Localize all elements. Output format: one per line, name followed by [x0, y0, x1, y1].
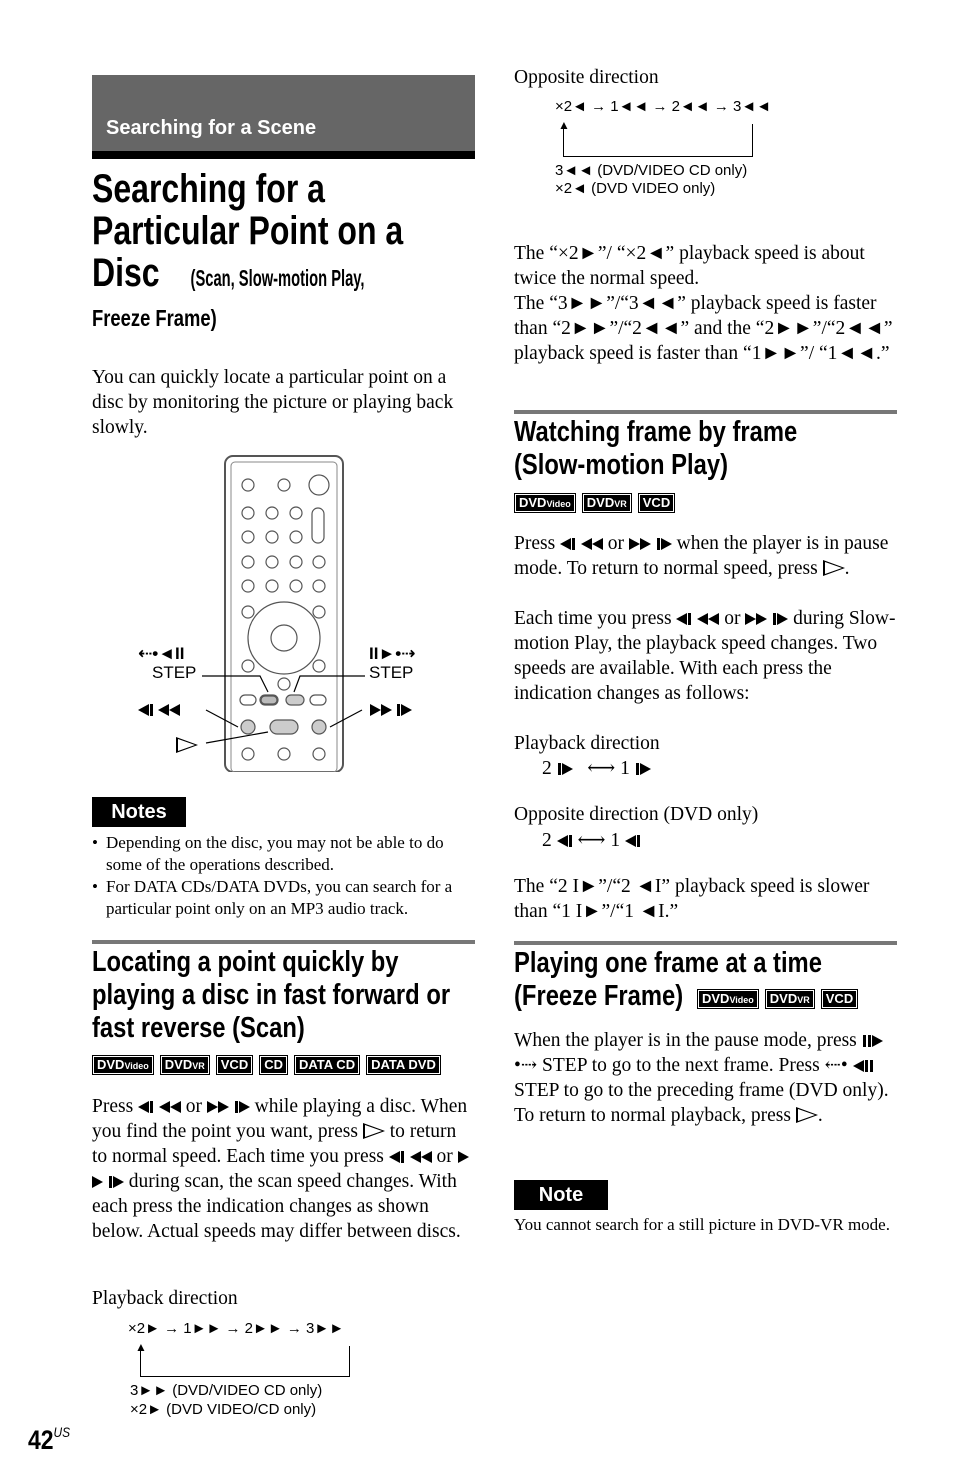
note-text: You cannot search for a still picture in DVD-VR mode.	[514, 1215, 890, 1234]
slow-heading-line2: (Slow-motion Play)	[514, 449, 729, 481]
slow-forward-icon	[629, 533, 672, 554]
scan-reverse-note2: ×2◄ (DVD VIDEO only)	[555, 180, 716, 197]
freeze-heading-line1: Playing one frame at a time	[514, 947, 822, 979]
slow-paragraph2: Each time you press or during Slow-motion Play, the playback speed changes. Two speeds are available. With each press the indication changes as follows:	[514, 608, 896, 704]
slow-rewind-icon	[560, 533, 603, 554]
page-number: $42^{US}$	[28, 1424, 71, 1455]
page-title-subtitle1: (Scan, Slow-motion Play,	[190, 265, 365, 291]
slow-speed-paragraph: The “2 I►”/“2 ◄I” playback speed is slower than “1 I►”/“1 ◄I.”	[514, 876, 870, 922]
slow-paragraph1: Press or when the player is in pause mode. To return to normal speed, press .	[514, 533, 889, 579]
slow-opposite-flow: 2 ⟷ 1	[542, 828, 641, 853]
page-title-disc: Disc	[92, 251, 160, 295]
notes-list	[92, 832, 475, 920]
scan-forward-flow: ×2► → 1►► → 2►► → 3►►	[128, 1320, 345, 1337]
note-item: • For DATA CDs/DATA DVDs, you can search for a particular point only on an MP3 audio track.	[92, 876, 475, 920]
badge-vcd: VCD	[216, 1055, 253, 1075]
notes-label: Notes	[92, 797, 186, 827]
scan-forward-note1: 3►► (DVD/VIDEO CD only)	[130, 1382, 323, 1399]
page-title-subtitle2: Freeze Frame)	[92, 305, 217, 331]
step-forward-icon: •⇢	[514, 1030, 883, 1076]
badge-dvd-vr: DVDVR	[582, 493, 632, 513]
step-forward-label: STEP	[369, 663, 414, 682]
badge-dvd-video: DVDVideo	[697, 989, 759, 1009]
scan-speed-paragraph1: The “×2►”/ “×2◄” playback speed is about twice the normal speed.	[514, 243, 865, 289]
slow-disc-badges	[514, 493, 681, 513]
step-back-icon: ⇠•◄II	[138, 644, 185, 663]
intro-paragraph: You can quickly locate a particular point on a disc by monitoring the picture or playing back slowly.	[92, 367, 454, 438]
freeze-disc-badges	[697, 989, 864, 1009]
page-title-line2: Particular Point on a	[92, 209, 404, 253]
scan-heading-line1: Locating a point quickly by	[92, 946, 399, 978]
slow-forward-icon	[745, 608, 788, 629]
scan-forward-bracket	[140, 1346, 350, 1377]
play-icon	[363, 1121, 385, 1142]
badge-vcd: VCD	[821, 989, 858, 1009]
play-icon	[176, 737, 198, 756]
scan-paragraph: Press or while playing a disc. When you find the point you want, press to return to normal speed. Each time you press or during scan, the scan speed changes. With each press the indication changes as shown below. Actual speeds may differ between discs.	[92, 1096, 468, 1242]
step-back-label: STEP	[152, 663, 197, 682]
step-back-icon: ⇠•	[825, 1055, 874, 1076]
arrow-up-icon: ▲	[558, 118, 570, 132]
section-label: Searching for a Scene	[106, 117, 317, 139]
badge-vcd: VCD	[638, 493, 675, 513]
badge-cd: CD	[259, 1055, 288, 1075]
fast-forward-icon	[370, 702, 412, 720]
scan-disc-badges	[92, 1055, 447, 1075]
arrow-up-icon: ▲	[135, 1340, 147, 1354]
slow-section-rule	[514, 410, 897, 414]
slow-rewind-icon	[676, 608, 719, 629]
badge-dvd-vr: DVDVR	[160, 1055, 210, 1075]
play-icon	[796, 1105, 818, 1126]
slow-opposite-label: Opposite direction (DVD only)	[514, 804, 759, 825]
badge-dvd-video: DVDVideo	[514, 493, 576, 513]
section-band-underline	[92, 151, 475, 159]
freeze-section-rule	[514, 941, 897, 945]
freeze-heading-line2: (Freeze Frame)	[514, 980, 684, 1012]
note-label: Note	[514, 1180, 608, 1210]
rewind-icon	[138, 1096, 181, 1117]
slow-playback-flow: 2 ⟷ 1	[542, 756, 651, 781]
play-icon	[823, 558, 845, 579]
scan-opposite-label: Opposite direction	[514, 67, 659, 88]
slow-playback-label: Playback direction	[514, 733, 660, 754]
scan-reverse-note1: 3◄◄ (DVD/VIDEO CD only)	[555, 162, 748, 179]
forward-icon	[207, 1096, 250, 1117]
note-item: • Depending on the disc, you may not be able to do some of the operations described.	[92, 832, 475, 876]
step-forward-icon: II►•⇢	[369, 644, 416, 663]
scan-section-rule	[92, 940, 475, 944]
scan-heading-line2: playing a disc in fast forward or	[92, 979, 451, 1011]
page-title-line3	[92, 252, 386, 300]
slow-rewind-icon	[138, 702, 180, 720]
scan-reverse-bracket	[563, 124, 753, 157]
badge-dvd-vr: DVDVR	[765, 989, 815, 1009]
badge-data-cd: DATA CD	[294, 1055, 360, 1075]
slow-heading-line1: Watching frame by frame	[514, 416, 798, 448]
scan-heading-line3: fast reverse (Scan)	[92, 1012, 305, 1044]
scan-forward-note2: ×2► (DVD VIDEO/CD only)	[130, 1401, 317, 1418]
scan-playback-label: Playback direction	[92, 1288, 238, 1309]
scan-speed-paragraph2: The “3►►”/“3◄◄” playback speed is faster than “2►►”/“2◄◄” and the “2►►”/“2◄◄” playback speed is faster than “1►►”/ “1◄◄.”	[514, 293, 893, 364]
scan-reverse-flow: ×2◄ → 1◄◄ → 2◄◄ → 3◄◄	[555, 98, 772, 115]
badge-dvd-video: DVDVideo	[92, 1055, 154, 1075]
remote-illustration	[130, 452, 450, 772]
page-title-line1: Searching for a	[92, 167, 325, 211]
freeze-paragraph: When the player is in the pause mode, press •⇢ STEP to go to the next frame. Press ⇠• STEP to go to the preceding frame (DVD only). To return to normal playback, press .	[514, 1030, 889, 1126]
rewind-icon	[389, 1146, 432, 1167]
freeze-heading-row	[514, 980, 720, 1013]
badge-data-dvd: DATA DVD	[366, 1055, 441, 1075]
